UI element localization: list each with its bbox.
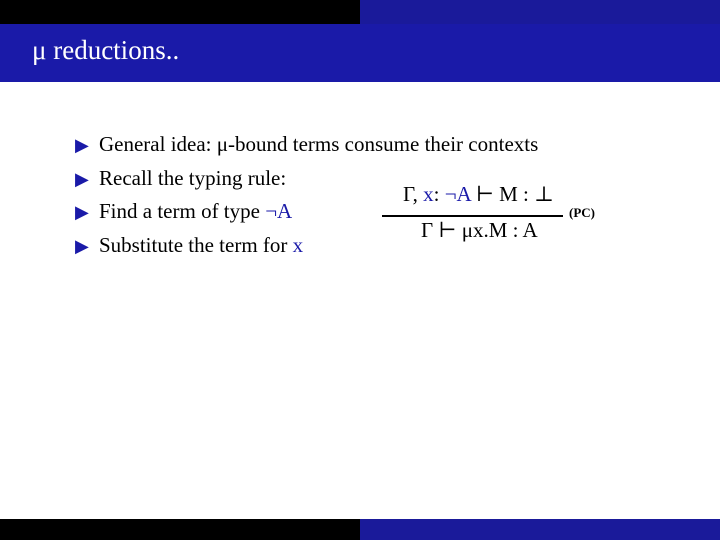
premise-judgment: ⊢ M : ⊥ <box>470 182 554 206</box>
top-bar-left <box>0 0 360 24</box>
triangle-bullet-icon: ▶ <box>75 202 89 222</box>
triangle-bullet-icon: ▶ <box>75 135 89 155</box>
rule-premise <box>403 182 554 207</box>
inference-line <box>382 215 563 217</box>
rule-conclusion: Γ ⊢ μx.M : A <box>421 218 538 242</box>
bullet-math: x <box>292 232 304 257</box>
premise-type: ¬A <box>444 182 471 206</box>
bullet-item <box>75 128 538 162</box>
bullet-text: Find a term of type <box>99 199 266 223</box>
typing-rule <box>382 176 622 256</box>
bullet-text: Substitute the term for <box>99 232 293 257</box>
bullet-text: General idea: μ-bound terms consume their contexts <box>99 132 539 156</box>
triangle-bullet-icon: ▶ <box>75 168 89 189</box>
bullet-text: Recall the typing rule: <box>99 165 287 190</box>
rule-name: (PC) <box>569 205 595 220</box>
premise-colon: : <box>433 182 445 206</box>
top-bar-right <box>360 0 720 24</box>
bullet-math: ¬A <box>265 199 293 223</box>
bottom-bar-left <box>0 519 360 540</box>
bottom-bar-right <box>360 519 720 540</box>
triangle-bullet-icon: ▶ <box>75 235 89 256</box>
premise-context: Γ, <box>403 182 424 206</box>
premise-var: x <box>423 182 434 206</box>
slide-title: μ reductions.. <box>32 35 180 65</box>
